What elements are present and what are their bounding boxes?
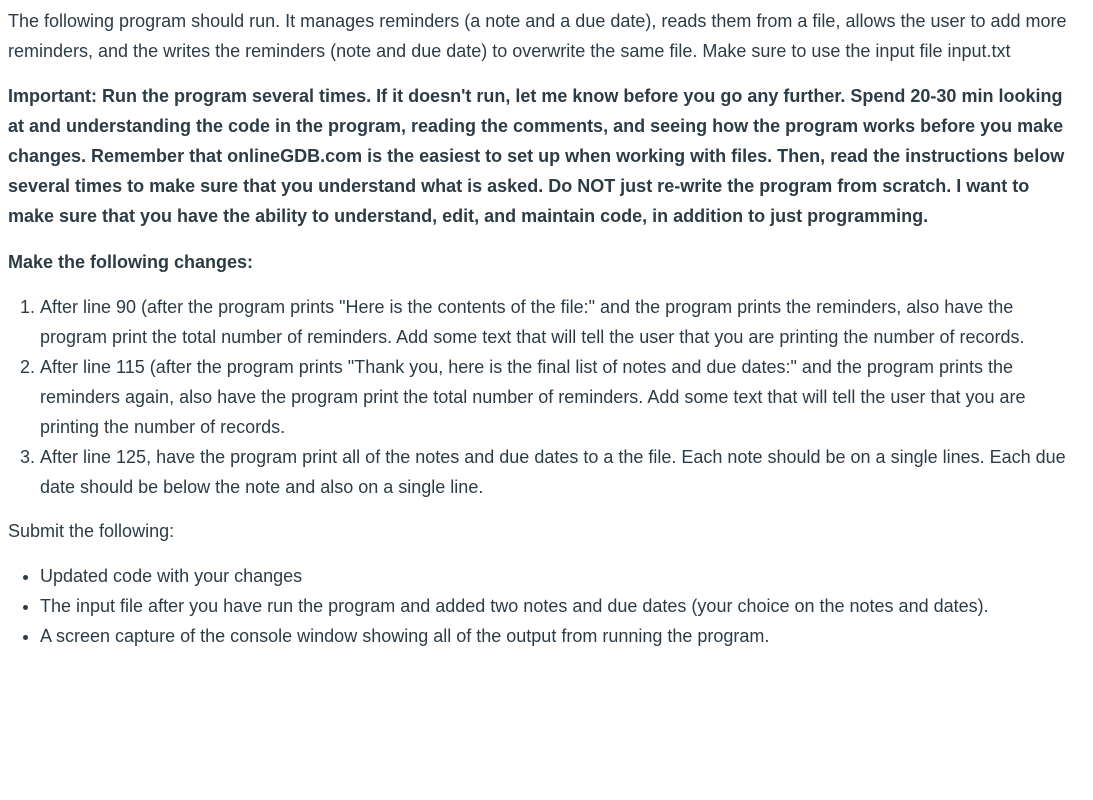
submit-item-screen-capture: • A screen capture of the console window showing all of the output from running the program. — [40, 621, 1073, 651]
submit-heading: Submit the following: — [8, 521, 175, 541]
change-item-2: 2. After line 115 (after the program prints "Thank you, here is the final list of notes and due dates:" and the program prints the reminders again, also have the program print the total number of reminders. Add some text that will tell the user that you are printing the number of records. — [40, 352, 1073, 442]
change-item-1: 1. After line 90 (after the program prints "Here is the contents of the file:" and the program prints the reminders, also have the program print the total number of reminders. Add some text that will tell the user that you are printing the number of records. — [40, 292, 1073, 352]
submit-item-input-file: • The input file after you have run the program and added two notes and due dates (your choice on the notes and dates). — [40, 591, 1073, 621]
intro-paragraph: The following program should run. It manages reminders (a note and a due date), reads them from a file, allows the user to add more reminders, and the writes the reminders (note and due date) to overwrite the same file. Make sure to use the input file input.txt — [8, 11, 1067, 61]
changes-heading: Make the following changes: — [8, 252, 254, 272]
change-item-3: 3. After line 125, have the program print all of the notes and due dates to a the file. Each note should be on a single lines. Each due date should be below the note and also on a single line. — [40, 442, 1073, 502]
changes-list — [8, 292, 1073, 502]
submit-list — [8, 561, 1073, 651]
submit-item-code: • Updated code with your changes — [40, 561, 1073, 591]
important-paragraph: Important: Run the program several times. If it doesn't run, let me know before you go any further. Spend 20-30 min looking at and understanding the code in the program, reading the comments, and seeing how the program works before you make changes. Remember that onlineGDB.com is the easiest to set up when working with files. Then, read the instructions below several times to make sure that you understand what is asked. Do NOT just re-write the program from scratch. I want to make sure that you have the ability to understand, edit, and maintain code, in addition to just programming. — [8, 86, 1065, 226]
